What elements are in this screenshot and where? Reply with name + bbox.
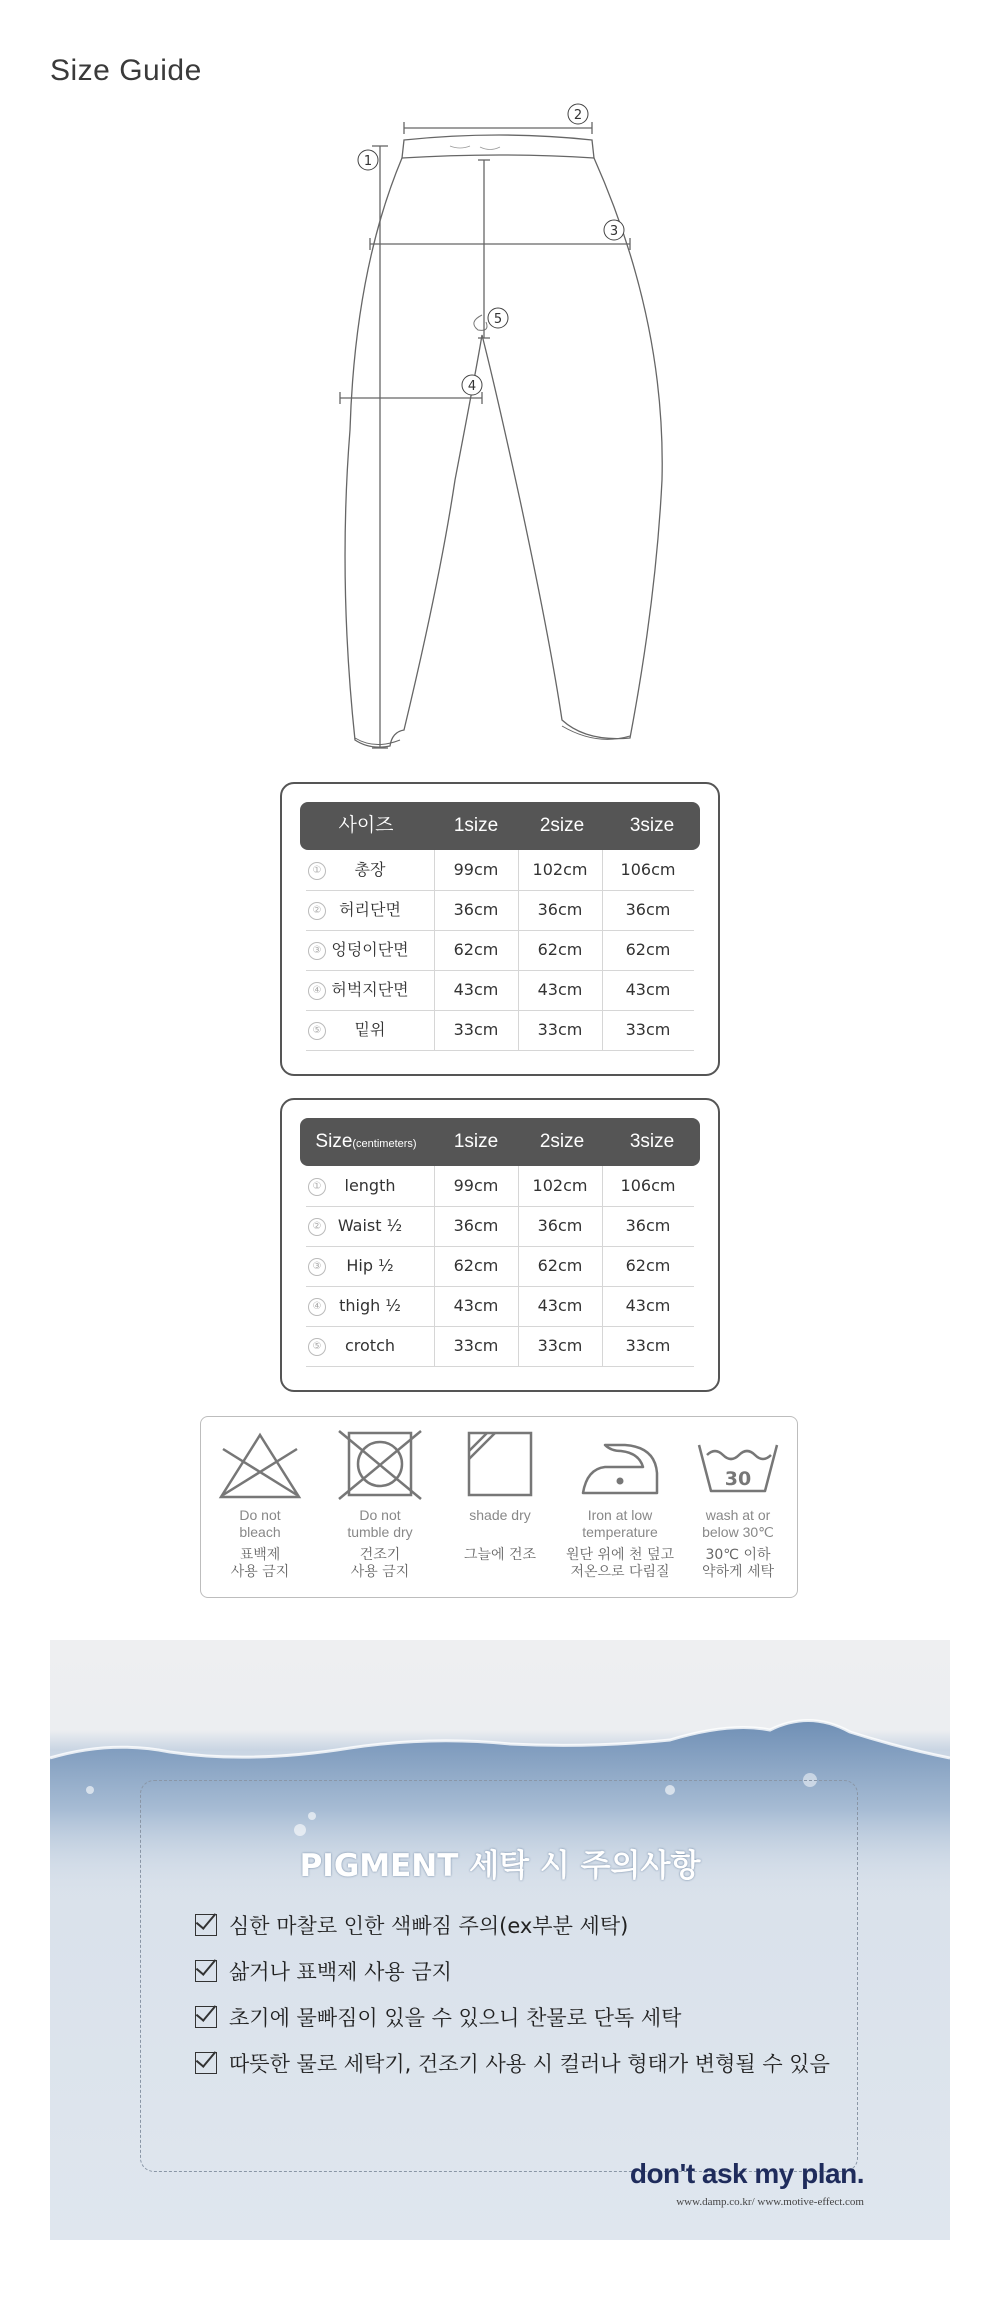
cell-2size: 102cm [532,860,588,879]
notice-item [195,1910,628,1940]
notice-item-text: 초기에 물빠짐이 있을 수 있으니 찬물로 단독 세탁 [229,2006,682,2030]
table-row [306,850,694,891]
header-size-unit: (centimeters) [352,1138,417,1150]
no-bleach-icon [215,1427,305,1505]
row-index: ⑤ [308,1338,326,1356]
cell-3size: 106cm [620,1176,676,1195]
pants-diagram [300,100,700,760]
cell-2size: 62cm [537,940,583,959]
cell-1size: 33cm [453,1336,499,1355]
header-2size: 2size [539,1131,585,1152]
care-en-line1: Iron at low [587,1507,653,1523]
care-ko-line1: 그늘에 건조 [463,1547,537,1563]
cell-1size: 43cm [453,1296,499,1315]
care-en-line2: bleach [239,1524,281,1540]
cell-1size: 36cm [453,1216,499,1235]
care-en-line1: shade dry [469,1507,531,1523]
row-label: 허벅지단면 [331,980,409,999]
page-title: Size Guide [50,54,202,87]
cell-1size: 33cm [453,1020,499,1039]
row-index: ⑤ [308,1022,326,1040]
marker-2: 2 [573,108,583,123]
cell-2size: 33cm [537,1336,583,1355]
pigment-notice-banner [50,1640,950,2240]
cell-2size: 62cm [537,1256,583,1275]
size-table-english [280,1098,720,1392]
checkbox-icon [195,2006,217,2028]
care-iron-low [565,1427,675,1581]
row-index: ② [308,1218,326,1236]
cell-3size: 106cm [620,860,676,879]
notice-item [195,1956,452,1986]
row-index: ④ [308,982,326,1000]
marker-4: 4 [467,379,477,394]
wash-temperature: 30 [724,1468,752,1490]
care-ko-line1: 표백제 [239,1547,281,1563]
care-ko-line2: 사용 금지 [350,1564,410,1580]
row-label: Waist ½ [337,1216,403,1235]
cell-2size: 36cm [537,900,583,919]
checkbox-icon [195,2052,217,2074]
row-index: ② [308,902,326,920]
row-index: ① [308,1178,326,1196]
marker-5: 5 [493,312,503,327]
cell-2size: 102cm [532,1176,588,1195]
care-en-line2: tumble dry [347,1524,413,1540]
care-shade-dry [445,1427,555,1564]
brand-logo: don't ask my plan. [629,2158,864,2189]
pants-outline [300,100,700,760]
cell-2size: 36cm [537,1216,583,1235]
cell-1size: 62cm [453,940,499,959]
care-en-line1: Do not [239,1507,281,1523]
row-label: 엉덩이단면 [331,940,409,959]
table-row [306,1326,694,1367]
row-label: 밑위 [354,1020,386,1039]
row-label: 허리단면 [339,900,401,919]
notice-item-text: 삶거나 표백제 사용 금지 [229,1960,452,1984]
no-tumble-dry-icon [335,1427,425,1505]
table-row [306,930,694,971]
cell-3size: 36cm [625,900,671,919]
row-label: length [344,1176,396,1195]
cell-1size: 99cm [453,1176,499,1195]
cell-3size: 36cm [625,1216,671,1235]
care-ko-line1: 원단 위에 천 덮고 [565,1547,675,1563]
cell-2size: 43cm [537,1296,583,1315]
cell-3size: 33cm [625,1020,671,1039]
row-label: 총장 [354,860,386,879]
brand-url: www.damp.co.kr/ www.motive-effect.com [676,2196,864,2208]
checkbox-icon [195,1960,217,1982]
wash-30-icon [693,1427,783,1505]
header-size [300,1118,432,1166]
table-row [306,890,694,931]
notice-title: PIGMENT 세탁 시 주의사항 [299,1848,701,1884]
marker-1: 1 [363,154,373,169]
iron-low-icon [575,1427,665,1505]
cell-3size: 43cm [625,1296,671,1315]
header-2size: 2size [539,815,585,836]
table-row [306,970,694,1011]
row-index: ④ [308,1298,326,1316]
care-ko-line2: 사용 금지 [230,1564,290,1580]
cell-1size: 43cm [453,980,499,999]
care-en-line1: wash at or [705,1507,771,1523]
header-size: 사이즈 [338,815,394,836]
table-row [306,1010,694,1051]
cell-1size: 62cm [453,1256,499,1275]
cell-1size: 36cm [453,900,499,919]
marker-3: 3 [609,224,619,239]
notice-item-text: 따뜻한 물로 세탁기, 건조기 사용 시 컬러나 형태가 변형될 수 있음 [229,2052,830,2076]
table-row [306,1286,694,1327]
table-row [306,1166,694,1207]
care-ko-line1: 건조기 [359,1547,401,1563]
row-index: ③ [308,942,326,960]
care-en-line1: Do not [359,1507,401,1523]
size-table-korean [280,782,720,1076]
care-ko-line1: 30℃ 이하 [705,1547,771,1563]
cell-1size: 99cm [453,860,499,879]
table-header [300,1118,700,1166]
table-row [306,1206,694,1247]
checkbox-icon [195,1914,217,1936]
cell-3size: 43cm [625,980,671,999]
care-wash-30 [683,1427,793,1581]
header-3size: 3size [629,1131,675,1152]
header-size-label: Size [315,1131,353,1152]
care-ko-line2: 저온으로 다림질 [570,1564,670,1580]
cell-3size: 62cm [625,940,671,959]
header-1size: 1size [453,815,499,836]
care-en-line2: below 30℃ [702,1524,774,1540]
row-index: ① [308,862,326,880]
notice-item-text: 심한 마찰로 인한 색빠짐 주의(ex부분 세탁) [229,1914,629,1938]
shade-dry-icon [455,1427,545,1505]
care-no-tumble-dry [325,1427,435,1581]
care-en-line2: temperature [582,1524,658,1540]
notice-item [195,2002,681,2032]
row-label: thigh ½ [339,1296,401,1315]
care-instructions [200,1416,798,1598]
table-header [300,802,700,850]
row-index: ③ [308,1258,326,1276]
row-label: crotch [344,1336,396,1355]
row-label: Hip ½ [346,1256,394,1275]
care-no-bleach [205,1427,315,1581]
table-row [306,1246,694,1287]
cell-3size: 33cm [625,1336,671,1355]
notice-item [195,2048,830,2078]
header-1size: 1size [453,1131,499,1152]
cell-2size: 43cm [537,980,583,999]
cell-3size: 62cm [625,1256,671,1275]
care-ko-line2: 약하게 세탁 [701,1564,775,1580]
cell-2size: 33cm [537,1020,583,1039]
header-3size: 3size [629,815,675,836]
